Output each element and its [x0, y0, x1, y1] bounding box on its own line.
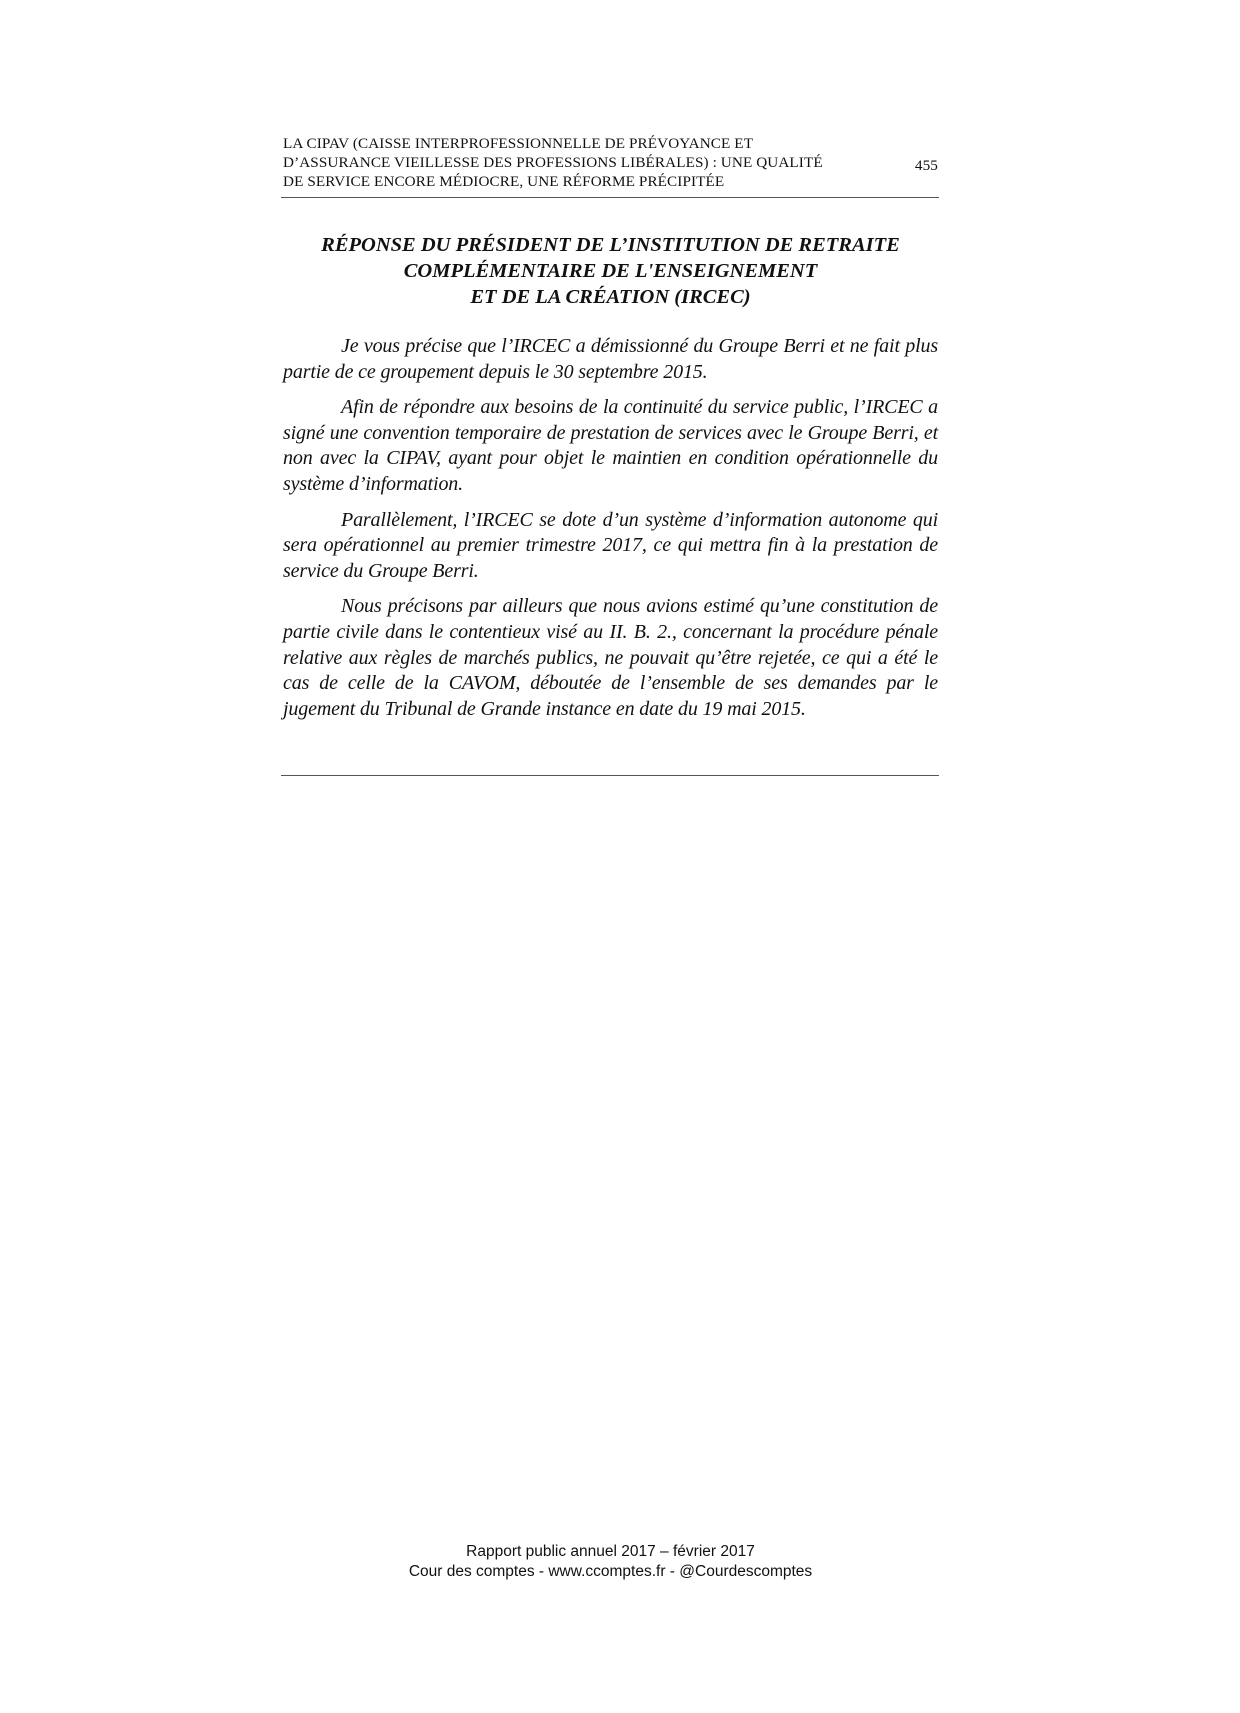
- header-title-line-2: D’ASSURANCE VIEILLESSE DES PROFESSIONS LIBÉRALES) : UNE QUALITÉ: [283, 154, 823, 171]
- response-title-line-1: RÉPONSE DU PRÉSIDENT DE L’INSTITUTION DE RETRAITE: [321, 234, 900, 256]
- footer-contact-line: Cour des comptes - www.ccomptes.fr - @Courdescomptes: [408, 1563, 813, 1580]
- page-number: 455: [914, 157, 938, 174]
- response-title-line-3: ET DE LA CRÉATION (IRCEC): [470, 286, 751, 308]
- running-header: [283, 134, 938, 191]
- running-header-title: [283, 134, 883, 191]
- section-end-divider: [281, 775, 939, 776]
- page-footer: [283, 1542, 938, 1582]
- response-body: [283, 334, 938, 732]
- footer-report-line: Rapport public annuel 2017 – février 2017: [466, 1543, 755, 1560]
- body-paragraph-4: Nous précisons par ailleurs que nous avions estimé qu’une constitution de partie civile dans le contentieux visé au II. B. 2., concernant la procédure pénale relative aux règles de marchés publics, ne pouvait qu’être rejetée, ce qui a été le cas de celle de la CAVOM, déboutée de l’ensemble de ses demandes par le jugement du Tribunal de Grande instance en date du 19 mai 2015.: [283, 595, 938, 720]
- body-paragraph-1: Je vous précise que l’IRCEC a démissionné du Groupe Berri et ne fait plus partie de ce groupement depuis le 30 septembre 2015.: [283, 335, 938, 383]
- response-title: [283, 232, 938, 310]
- response-title-line-2: COMPLÉMENTAIRE DE L'ENSEIGNEMENT: [403, 260, 818, 282]
- header-title-line-1: LA CIPAV (CAISSE INTERPROFESSIONNELLE DE PRÉVOYANCE ET: [283, 135, 754, 152]
- body-paragraph-2: Afin de répondre aux besoins de la continuité du service public, l’IRCEC a signé une convention temporaire de prestation de services avec le Groupe Berri, et non avec la CIPAV, ayant pour objet le maintien en condition opérationnelle du système d’information.: [283, 396, 938, 495]
- body-paragraph-3: Parallèlement, l’IRCEC se dote d’un système d’information autonome qui sera opérationnel au premier trimestre 2017, ce qui mettra fin à la prestation de service du Groupe Berri.: [283, 508, 938, 582]
- header-title-line-3: DE SERVICE ENCORE MÉDIOCRE, UNE RÉFORME PRÉCIPITÉE: [283, 173, 725, 190]
- header-divider: [281, 197, 939, 198]
